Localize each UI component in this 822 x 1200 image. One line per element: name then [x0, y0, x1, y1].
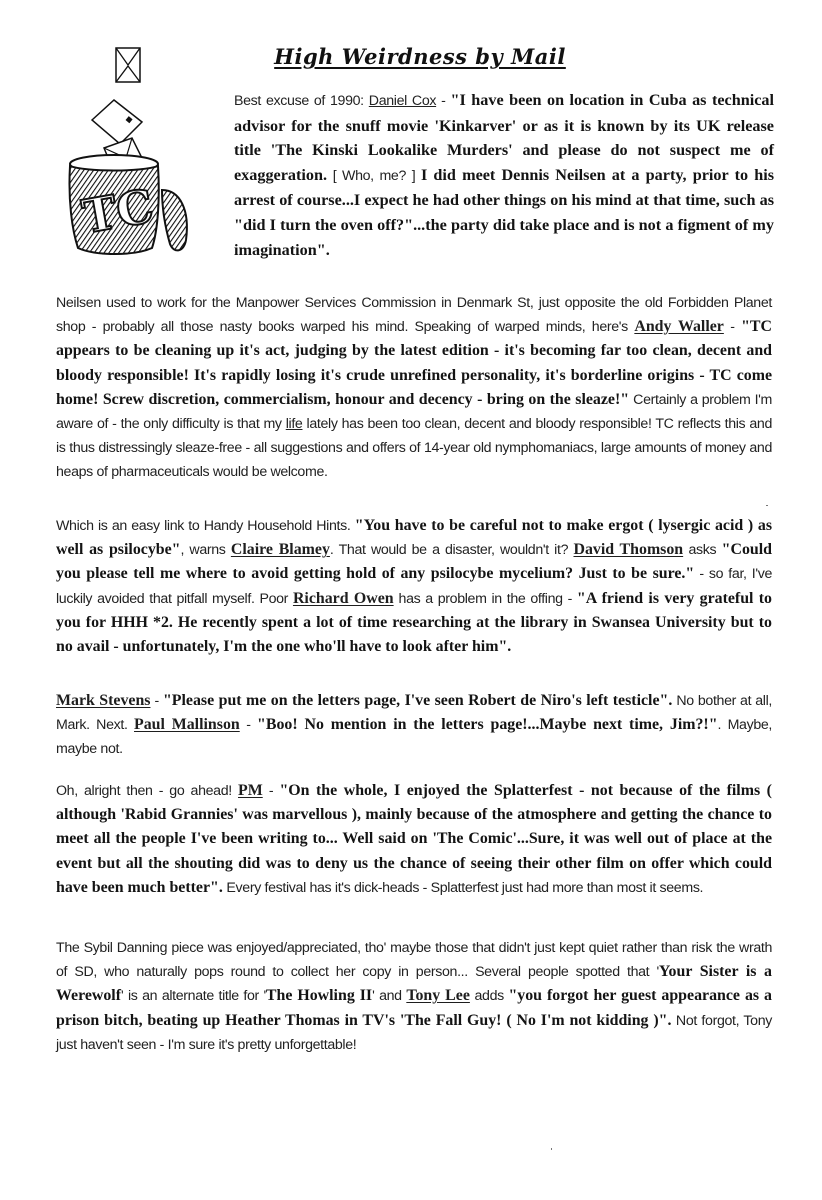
intro-lead: Best excuse of 1990: [234, 93, 369, 109]
dash: - [723, 319, 742, 336]
editor-text: The Sybil Danning piece was enjoyed/appreciated, tho' maybe those that didn't just kept quiet rather than risk the wrath of SD, who naturally pops round to collect her copy in person... Several people spotted that ' [56, 940, 772, 981]
editor-text: Every festival has it's dick-heads - Splatterfest just had more than most it seems. [222, 879, 704, 896]
letter-quote: "You have to be careful not to make ergot ( lysergic acid ) as well as psilocybe" [56, 517, 772, 559]
editor-text: Which is an easy link to Handy Household Hints. [56, 518, 355, 534]
editor-text: Neilsen used to work for the Manpower Services Commission in Denmark St, just opposite the old Forbidden Planet shop - probably all those nasty books warped his mind. Speaking of warped minds, here's [56, 295, 772, 336]
underlined-word: life [285, 416, 303, 433]
letter-quote: "Please put me on the letters page, I've seen Robert de Niro's left testicle". [162, 692, 673, 709]
paragraph-household-hints [56, 514, 772, 659]
editor-text: , warns [180, 542, 231, 559]
editor-text: asks [683, 542, 722, 559]
trash-can-icon [69, 155, 186, 254]
dash: - [239, 717, 258, 734]
editor-text: has a problem in the offing - [393, 590, 577, 607]
editor-aside: [ Who, me? ] [327, 167, 421, 184]
editor-text: Oh, alright then - go ahead! [56, 783, 238, 799]
correspondent-name: David Thomson [573, 541, 684, 559]
paragraph-sybil-danning [56, 936, 772, 1057]
paragraph-andy-waller [56, 291, 772, 485]
film-title: Your Sister is a Werewolf [56, 963, 772, 1005]
editor-text: Certainly a problem I'm aware of - the only difficulty is that my [56, 391, 773, 433]
editor-text: . That would be a disaster, wouldn't it? [329, 542, 574, 559]
intro-paragraph [234, 88, 774, 262]
dash: - [262, 783, 280, 799]
letter-quote: "Boo! No mention in the letters page!...Maybe next time, Jim?!" [257, 716, 718, 734]
correspondent-name: Daniel Cox [368, 93, 437, 109]
envelope-icon [92, 100, 142, 144]
editor-text: adds [469, 988, 509, 1005]
letter-quote: "you forgot her guest appearance as a prison bitch, beating up Heather Thomas in TV's 'The Fall Guy! ( No I'm not kidding )". [56, 987, 773, 1029]
editor-text: ' is an alternate title for ' [121, 988, 266, 1005]
editor-text: Not forgot, Tony just haven't seen - I'm sure it's pretty unforgettable! [56, 1012, 772, 1053]
trash-can-lid [162, 190, 187, 250]
letter-quote: "TC appears to be cleaning up it's act, judging by the latest edition - it's becoming far too clean, decent and bloody responsible! It's rapidly losing it's crude unrefined personality, it's borderline origins - TC come home! Screw discretion, commercialism, honour and decency - bring on the sleaze!" [56, 318, 772, 408]
letter-quote: "On the whole, I enjoyed the Splatterfest - not because of the films ( although 'Rabid Grannies' was marvellous ), mainly because of the atmosphere and getting the chance to meet all the people I've been writing to... Well said on 'The Comic'...Sure, it was well out of place at the event but all the shouting did was to deny us the chance of seeing their other film on offer which could have been much better". [56, 782, 772, 896]
editor-text: ' and [372, 988, 407, 1005]
correspondent-name: Tony Lee [406, 987, 470, 1005]
editor-text: . Maybe, maybe not. [56, 717, 773, 758]
letter-quote: "A friend is very grateful to you for HHH *2. He recently spent a lot of time researching at the library in Swansea University but to no avail - unfortunately, I'm the one who'll have to look after him". [56, 589, 772, 656]
correspondent-name: Paul Mallinson [134, 716, 240, 734]
correspondent-name: PM [238, 782, 263, 799]
film-title: The Howling II [265, 987, 373, 1005]
letter-quote: "Could you please tell me where to avoid getting hold of any psilocybe mycelium? Just to be sure." [56, 541, 772, 583]
scan-speck [551, 1148, 552, 1150]
letter-quote: I did meet Dennis Neilsen at a party, prior to his arrest of course...I expect he had other things on his mind at that time, such as "did I turn the oven off?"...the party did take place and is not a figment of my imagination". [234, 165, 774, 259]
correspondent-name: Richard Owen [292, 589, 394, 607]
dash: - [436, 93, 451, 109]
envelope-icon [116, 48, 140, 82]
correspondent-name: Mark Stevens [56, 692, 151, 709]
letter-quote: "I have been on location in Cuba as technical advisor for the snuff movie 'Kinkarver' or as it is known by its UK release title 'The Kinski Lookalike Murders' and please do not suspect me of exaggeration. [234, 91, 774, 184]
scan-speck [766, 505, 768, 506]
paragraph-splatterfest [56, 779, 772, 900]
correspondent-name: Andy Waller [634, 318, 724, 336]
editor-text: - so far, I've luckily avoided that pitfall myself. Poor [56, 566, 773, 607]
correspondent-name: Claire Blamey [230, 541, 330, 559]
editor-text: lately has been too clean, decent and bloody responsible! TC reflects this and is thus distressingly sleaze-free - all suggestions and offers of 14-year old nymphomaniacs, large amounts of money and heaps of pharmaceuticals would be welcome. [56, 416, 772, 481]
editor-text: No bother at all, Mark. Next. [56, 693, 772, 734]
page-title: High Weirdness by Mail [274, 44, 566, 69]
tc-trash-can-logo [62, 40, 212, 260]
tc-logo-letters: TC [78, 178, 158, 245]
dash: - [150, 693, 163, 709]
paragraph-letters-page [56, 689, 772, 762]
